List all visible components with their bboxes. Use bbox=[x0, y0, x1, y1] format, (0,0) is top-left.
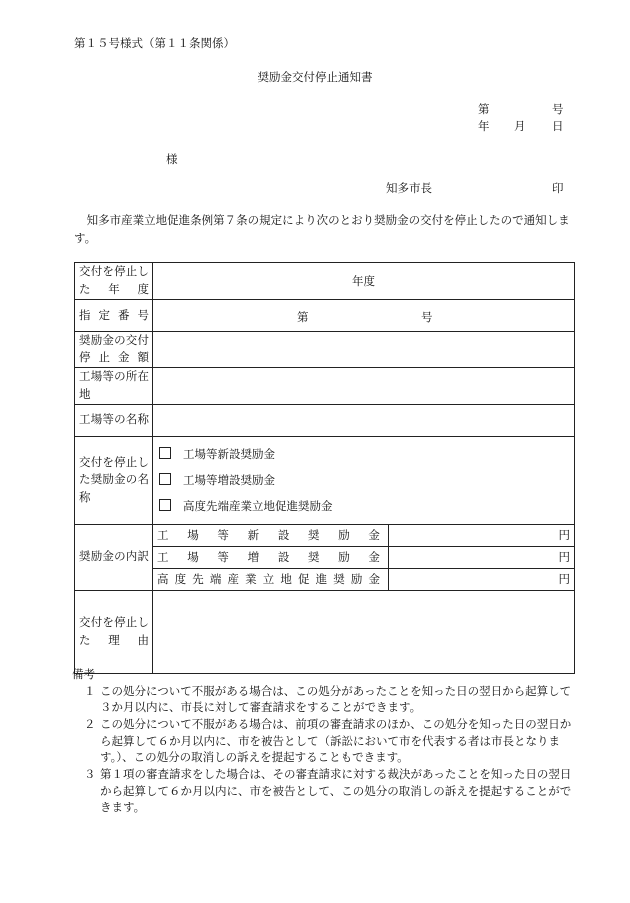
breakdown-name-spread bbox=[157, 549, 384, 565]
option-advanced-industry[interactable] bbox=[159, 493, 570, 519]
breakdown-name-char: 場 bbox=[187, 528, 199, 543]
breakdown-name-char: 新 bbox=[247, 528, 260, 543]
stopped-grant-options bbox=[153, 436, 575, 524]
fiscal-year-unit: 年度 bbox=[352, 273, 375, 288]
breakdown-name-char: 産 bbox=[227, 572, 239, 587]
row-stop-amount bbox=[75, 331, 575, 368]
breakdown-name-char: 場 bbox=[187, 550, 199, 565]
breakdown-item-name bbox=[153, 546, 389, 568]
breakdown-item-name bbox=[153, 568, 389, 590]
breakdown-amount-field[interactable] bbox=[389, 546, 575, 568]
checkbox-icon[interactable] bbox=[159, 473, 171, 485]
doc-no-suffix: 号 bbox=[552, 102, 564, 116]
note-item bbox=[74, 683, 580, 716]
designation-no-prefix: 第 bbox=[297, 309, 309, 324]
issuer-seal: 印 bbox=[552, 181, 564, 195]
breakdown-name-char: 立 bbox=[262, 572, 275, 587]
doc-no-prefix: 第 bbox=[478, 102, 490, 116]
breakdown-name-spread bbox=[157, 527, 384, 543]
date-month: 月 bbox=[514, 119, 526, 133]
note-number: ２ bbox=[84, 717, 96, 732]
breakdown-name-char: 励 bbox=[350, 572, 363, 587]
intro-text: 知多市産業立地促進条例第７条の規定により次のとおり奨励金の交付を停止したので通知します。 bbox=[74, 213, 570, 245]
breakdown-name-char: 工 bbox=[157, 550, 169, 565]
breakdown-name-char: 等 bbox=[217, 550, 229, 565]
fiscal-year-field[interactable] bbox=[153, 263, 575, 300]
breakdown-name-char: 工 bbox=[157, 528, 169, 543]
note-text: 第１項の審査請求をした場合は、その審査請求に対する裁決があったことを知った日の翌日から起算して６か月以内に、市を被告として、この処分の取消しの訴えを提起することができます。 bbox=[100, 767, 572, 815]
breakdown-name-char: 業 bbox=[245, 572, 257, 587]
option-new-facility[interactable] bbox=[159, 441, 570, 467]
row-name bbox=[75, 404, 575, 436]
option-expansion[interactable] bbox=[159, 467, 570, 493]
yen-unit: 円 bbox=[558, 528, 570, 543]
row-breakdown-1 bbox=[75, 524, 575, 546]
checkbox-icon[interactable] bbox=[159, 447, 171, 459]
checkbox-icon[interactable] bbox=[159, 499, 171, 511]
breakdown-amount-field[interactable] bbox=[389, 568, 575, 590]
breakdown-name-char: 地 bbox=[280, 572, 292, 587]
row-fiscal-year bbox=[75, 263, 575, 300]
row-designation-no bbox=[75, 299, 575, 331]
option-label: 工場等新設奨励金 bbox=[183, 447, 275, 462]
reason-field[interactable] bbox=[153, 590, 575, 673]
label-location: 工場等の所在地 bbox=[75, 368, 153, 405]
label-stopped-grant: 交付を停止した奨励金の名称 bbox=[75, 436, 153, 524]
breakdown-amount-field[interactable] bbox=[389, 524, 575, 546]
location-field[interactable] bbox=[153, 368, 575, 405]
breakdown-name-char: 等 bbox=[217, 528, 229, 543]
breakdown-name-char: 金 bbox=[368, 550, 380, 565]
addressee-honorific: 様 bbox=[166, 152, 178, 166]
date-year: 年 bbox=[478, 119, 490, 133]
form-number: 第１５号様式（第１１条関係） bbox=[74, 36, 235, 50]
yen-unit: 円 bbox=[558, 550, 570, 565]
breakdown-name-char: 端 bbox=[209, 572, 222, 587]
issuer-name: 知多市長 bbox=[386, 181, 432, 195]
option-label: 工場等増設奨励金 bbox=[183, 473, 275, 488]
breakdown-name-char: 高 bbox=[157, 572, 169, 587]
breakdown-name-char: 設 bbox=[277, 528, 290, 543]
option-label: 高度先端産業立地促進奨励金 bbox=[183, 499, 333, 514]
note-item bbox=[74, 766, 580, 816]
designation-no-field[interactable] bbox=[153, 299, 575, 331]
breakdown-name-char: 奨 bbox=[308, 550, 320, 565]
date-day: 日 bbox=[552, 119, 564, 133]
document-title: 奨励金交付停止通知書 bbox=[257, 70, 373, 84]
breakdown-name-char: 奨 bbox=[333, 572, 345, 587]
yen-unit: 円 bbox=[558, 572, 570, 587]
note-number: ３ bbox=[84, 767, 96, 782]
label-stop-amount: 奨励金の交付停止金額 bbox=[75, 331, 153, 368]
label-reason: 交付を停止した理由 bbox=[75, 590, 153, 673]
breakdown-name-char: 進 bbox=[315, 572, 328, 587]
designation-no-suffix: 号 bbox=[421, 309, 433, 324]
name-field[interactable] bbox=[153, 404, 575, 436]
label-breakdown: 奨励金の内訳 bbox=[75, 524, 153, 590]
note-text: この処分について不服がある場合は、この処分があったことを知った日の翌日から起算して３か月以内に、市長に対して審査請求をすることができます。 bbox=[100, 683, 572, 715]
row-stopped-grant bbox=[75, 436, 575, 524]
breakdown-item-name bbox=[153, 524, 389, 546]
breakdown-name-char: 励 bbox=[338, 528, 350, 543]
notes-section bbox=[74, 666, 580, 816]
note-number: １ bbox=[84, 683, 96, 698]
note-item bbox=[74, 716, 580, 766]
breakdown-name-char: 促 bbox=[298, 572, 310, 587]
stop-amount-field[interactable] bbox=[153, 331, 575, 368]
row-reason bbox=[75, 590, 575, 673]
breakdown-name-char: 度 bbox=[174, 572, 187, 587]
notes-heading: 備考 bbox=[72, 667, 95, 681]
row-location bbox=[75, 368, 575, 405]
breakdown-name-char: 先 bbox=[192, 572, 204, 587]
breakdown-name-char: 金 bbox=[368, 528, 380, 543]
breakdown-name-char: 金 bbox=[368, 572, 380, 587]
label-name: 工場等の名称 bbox=[75, 404, 153, 436]
breakdown-name-spread bbox=[157, 571, 384, 587]
breakdown-name-char: 奨 bbox=[308, 528, 320, 543]
breakdown-name-char: 増 bbox=[247, 550, 260, 565]
form-table bbox=[74, 262, 575, 674]
note-text: この処分について不服がある場合は、前項の審査請求のほか、この処分を知った日の翌日から起算して６か月以内に、市を被告として（訴訟において市を代表する者は市長となります。）、この処分の取消しの訴えを提起することもできます。 bbox=[100, 717, 572, 765]
breakdown-name-char: 設 bbox=[277, 550, 290, 565]
breakdown-name-char: 励 bbox=[338, 550, 350, 565]
label-fiscal-year: 交付を停止した年度 bbox=[75, 263, 153, 300]
label-designation-no: 指定番号 bbox=[75, 299, 153, 331]
